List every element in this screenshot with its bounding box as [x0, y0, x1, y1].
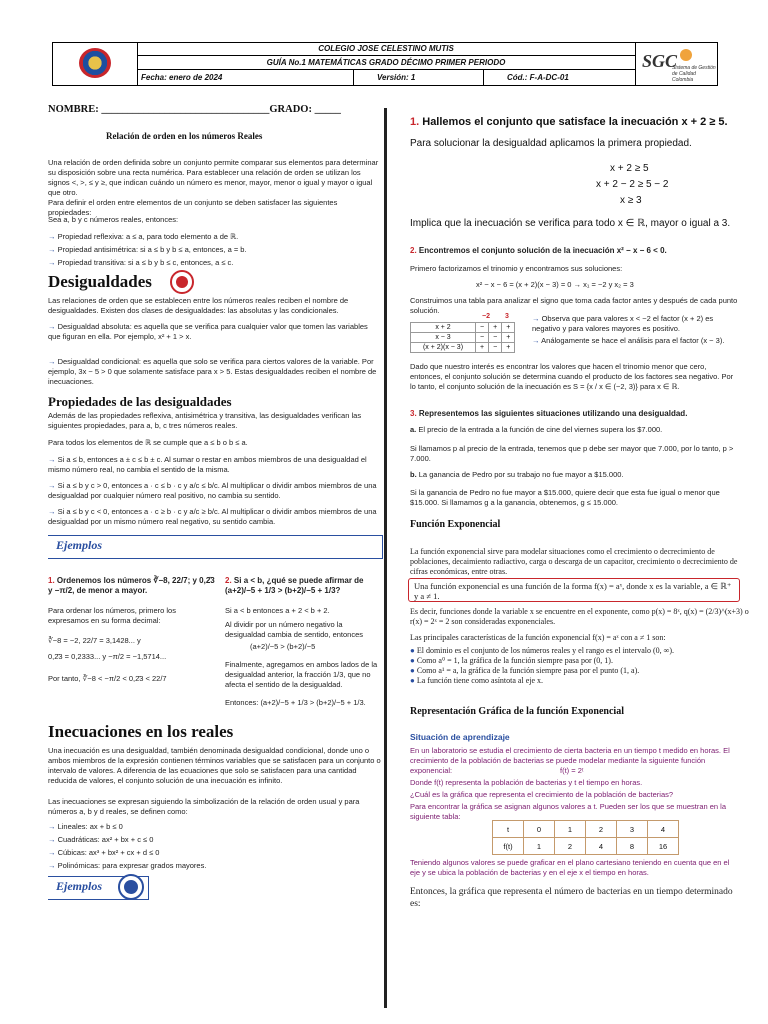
table-cell: +	[502, 333, 515, 343]
table-cell: 4	[586, 838, 617, 855]
table-row	[411, 333, 515, 343]
example-2-body-2: Al dividir por un número negativo la desigualdad cambia de sentido, entonces	[225, 620, 364, 639]
example-2-title	[225, 576, 383, 596]
table-cell: −	[489, 333, 502, 343]
q2-observation-2-text: Análogamente se hace el análisis para el factor (x − 3).	[541, 336, 725, 345]
q2-paragraph-3: Construimos una tabla para analizar el signo que toma cada factor antes y después de cada punto solución.	[410, 296, 738, 315]
q1-title	[410, 116, 750, 128]
sit-paragraph-2: Donde f(t) representa la población de bacterias y t el tiempo en horas.	[410, 778, 643, 787]
magnifier-icon	[118, 874, 144, 900]
q3-title	[410, 409, 750, 419]
fexp-char-1: El dominio es el conjunto de los números reales y el rango es el intervalo (0, ∞).	[416, 646, 675, 655]
table-cell: −	[476, 323, 489, 333]
book-icon	[170, 270, 194, 294]
inec-quadratic: Cuadráticas: ax² + bx + c ≤ 0	[57, 835, 154, 844]
example-1-title	[48, 576, 218, 596]
table-row	[493, 821, 679, 838]
table-cell: f(t)	[493, 838, 524, 855]
ejemplos-banner	[48, 535, 383, 559]
inec-cubic: Cúbicas: ax³ + bx² + cx + d ≤ 0	[57, 848, 160, 857]
order-paragraph-3: Sea a, b y c números reales, entonces:	[48, 215, 179, 224]
desig-absolute-text: Desigualdad absoluta: es aquella que se verifica para cualquier valor que tomen las variables que figuran en ella. Por ejemplo, x² + 1 > x.	[48, 322, 368, 341]
q2-paragraph-2: x² − x − 6 = (x + 2)(x − 3) = 0 → x₁ = −2 y x₂ = 3	[476, 280, 634, 289]
inecuaciones-title: Inecuaciones en los reales	[48, 722, 234, 741]
column-divider	[384, 108, 387, 1008]
student-name-line: NOMBRE: ________________________________GRADO: _____	[48, 104, 341, 115]
table-cell: 4	[648, 821, 679, 838]
header-date: Fecha: enero de 2024	[141, 73, 223, 82]
arrow-right-icon: →	[48, 507, 56, 516]
q1-eq-2: x + 2 − 2 ≥ 5 − 2	[596, 179, 669, 190]
inec-paragraph-2: Las inecuaciones se expresan siguiendo la simbolización de la relación de orden usual y para números a, b y d reales, se definen como:	[48, 797, 360, 816]
q2-number: 2.	[410, 246, 417, 255]
props-paragraph-1: Además de las propiedades reflexiva, antisimétrica y transitiva, las desigualdades verifican las siguientes propiedades, para a, b, c tres números reales.	[48, 411, 362, 430]
q3b-title	[410, 470, 750, 480]
property-transitive: Propiedad transitiva: si a ≤ b y b ≤ c, entonces, a ≤ c.	[57, 258, 234, 267]
q2-observation-2	[532, 336, 738, 346]
header-version: Versión: 1	[377, 73, 416, 82]
header-meta	[137, 70, 635, 85]
table-cell: 2	[586, 821, 617, 838]
sit-paragraph-4: Teniendo algunos valores se puede graficar en el plano cartesiano teniendo en cuenta que en el eje y se ubica la población de bacterias y en el eje x el tiempo en horas.	[410, 858, 730, 877]
document-header	[52, 42, 718, 86]
q3a-label: a.	[410, 425, 417, 434]
table-cell: x − 3	[411, 333, 476, 343]
q2-title-text: Encontremos el conjunto solución de la inecuación x² − x − 6 < 0.	[418, 246, 667, 255]
arrow-right-icon: →	[48, 481, 56, 490]
arrow-right-icon: →	[48, 822, 56, 831]
fexp-definition: Una función exponencial es una función de la forma f(x) = aˣ, donde x es la variable, a ∈ ℝ⁺ y a ≠ 1.	[414, 581, 732, 601]
table-cell: 16	[648, 838, 679, 855]
school-name: COLEGIO JOSE CELESTINO MUTIS	[137, 43, 635, 56]
q1-eq-1: x + 2 ≥ 5	[610, 163, 649, 174]
desig-prop-sum: Si a ≤ b, entonces a ± c ≤ b ± c. Al sumar o restar en ambos miembros de una desigualdad el mismo número real, no cambia el sentido de la misma.	[48, 455, 367, 474]
example-2-number: 2.	[225, 576, 232, 585]
rep-title: Representación Gráfica de la función Exponencial	[410, 706, 624, 717]
property-antisymmetric: Propiedad antisimétrica: si a ≤ b y b ≤ a, entonces, a = b.	[57, 245, 247, 254]
table-cell: −	[489, 343, 502, 353]
q3a-title-text: El precio de la entrada a la función de cine del viernes supera los $7.000.	[418, 425, 663, 434]
school-logo	[53, 43, 138, 85]
arrow-right-icon: →	[48, 861, 56, 870]
sit-paragraph-1: En un laboratorio se estudia el crecimiento de cierta bacteria en un tiempo t medido en horas. El crecimiento de la población de bacterias se puede modelar mediante la siguiente función exponencial:	[410, 746, 730, 775]
arrow-right-icon: →	[48, 245, 56, 254]
desig-paragraph-1: Las relaciones de orden que se establecen entre los números reales reciben el nombre de desigualdades. Existen dos clases de desigualdades: las absolutas y las condicionales.	[48, 296, 349, 315]
example-1-body-4: Por tanto, ∛−8 < −π/2 < 0,2̄3 < 22/7	[48, 674, 167, 683]
q2-paragraph-4: Dado que nuestro interés es encontrar los valores que hacen el trinomio menor que cero, entonces, el conjunto solución se determina cuando el producto de los factores sea negativo. Por lo tanto, el conjunto solución de la inecuación es S = {x / x ∈ (−2, 3)} para x ∈ ℝ.	[410, 362, 734, 391]
table-cell: 2	[555, 838, 586, 855]
arrow-right-icon: →	[48, 232, 56, 241]
arrow-right-icon: →	[48, 357, 56, 366]
ejemplos-label: Ejemplos	[56, 538, 103, 552]
inec-polynomial: Polinómicas: para expresar grados mayores.	[57, 861, 207, 870]
desig-props-list	[48, 455, 382, 527]
fexp-paragraph-3: Las principales características de la función exponencial f(x) = aˣ con a ≠ 1 son:	[410, 633, 666, 642]
q3-title-text: Representemos las siguientes situaciones utilizando una desigualdad.	[418, 409, 688, 418]
inec-paragraph-1: Una inecuación es una desigualdad, también denominada desigualdad condicional, donde uno o ambos miembros de la expresión contienen términos variables que se satisfacen para un conjunto o intervalo de valores. A diferencia de las ecuaciones que solo se satisfacen para una cantidad reducida de valores, el conjunto solución de una inecuación es infinito.	[48, 746, 381, 785]
sgc-subtitle: Sistema de Gestión de Calidad Colombia	[672, 65, 716, 83]
example-1-title-text: Ordenemos los números ∛−8, 22/7; y 0,2̄3 y −π/2, de menor a mayor.	[48, 576, 215, 595]
sit-paragraph-3: Para encontrar la gráfica se asignan algunos valores a t. Pueden ser los que se muestran en la siguiente tabla:	[410, 802, 727, 821]
final-paragraph: Entonces, la gráfica que representa el número de bacterias en un tiempo determinado es:	[410, 887, 733, 909]
desig-conditional-text: Desigualdad condicional: es aquella que solo se verifica para ciertos valores de la variable. Por ejemplo, 3x − 5 > 0 que solamente satisface para x > 5. Estas desigualdades reciben el nombre de inecuaciones.	[48, 357, 377, 386]
guide-title: GUÍA No.1 MATEMÁTICAS GRADO DÉCIMO PRIMER PERIODO	[137, 56, 635, 70]
arrow-right-icon: →	[48, 848, 56, 857]
table-cell: 0	[524, 821, 555, 838]
q1-title-text: Hallemos el conjunto que satisface la inecuación x + 2 ≥ 5.	[422, 116, 728, 128]
arrow-right-icon: →	[532, 314, 540, 323]
sit-formula: f(t) = 2ᵗ	[560, 766, 584, 775]
fexp-char-3: Como a¹ = a, la gráfica de la función siempre pasa por el punto (1, a).	[416, 666, 640, 675]
q3-number: 3.	[410, 409, 417, 418]
q1-paragraph-2: Implica que la inecuación se verifica para todo x ∈ ℝ, mayor o igual a 3.	[410, 218, 731, 229]
bacteria-table	[492, 820, 679, 855]
q1-number: 1.	[410, 116, 420, 128]
order-properties-list	[48, 232, 382, 268]
arrow-right-icon: →	[532, 336, 540, 345]
desig-absolute-item	[48, 322, 382, 342]
table-cell: +	[476, 343, 489, 353]
table-row	[493, 838, 679, 855]
ejemplos-label-2: Ejemplos	[56, 879, 103, 893]
q3b-title-text: La ganancia de Pedro por su trabajo no fue mayor a $15.000.	[418, 470, 624, 479]
order-paragraph-2: Para definir el orden entre elementos de un conjunto se deben satisfacer las siguientes propiedades:	[48, 198, 338, 217]
table-cell: x + 2	[411, 323, 476, 333]
table-row	[411, 343, 515, 353]
fexp-char-4: La función tiene como asíntota al eje x.	[416, 676, 544, 685]
sgc-logo	[635, 43, 718, 85]
arrow-right-icon: →	[48, 455, 56, 464]
school-seal-icon	[79, 48, 111, 78]
arrow-right-icon: →	[48, 258, 56, 267]
inec-types-list	[48, 822, 382, 871]
table-cell: (x + 2)(x − 3)	[411, 343, 476, 353]
table-cell: +	[502, 343, 515, 353]
props-paragraph-2: Para todos los elementos de ℝ se cumple que a ≤ b o b ≤ a.	[48, 438, 248, 447]
example-2-title-text: Si a < b, ¿qué se puede afirmar de (a+2)/−5 + 1/3 > (b+2)/−5 + 1/3?	[225, 576, 364, 595]
sit-title: Situación de aprendizaje	[410, 732, 510, 742]
sgc-mark: SGC	[642, 51, 678, 71]
sign-head-2: 3	[505, 313, 509, 320]
table-cell: t	[493, 821, 524, 838]
example-2-body-1: Si a < b entonces a + 2 < b + 2.	[225, 606, 330, 615]
fexp-paragraph-1: La función exponencial sirve para modelar situaciones como el crecimiento o decrecimiento de poblaciones, decaimiento radiactivo, carga o descarga de un capacitor, crecimiento o decrecimiento de cifras económicas, entre otras.	[410, 547, 738, 576]
q2-observation-1	[532, 314, 738, 334]
table-row	[411, 323, 515, 333]
table-cell: +	[502, 323, 515, 333]
desig-prop-positive: Si a ≤ b y c > 0, entonces a · c ≤ b · c y a/c ≤ b/c. Al multiplicar o dividir ambos miembros de una desigualdad por cualquier número real positivo, no cambia su sentido.	[48, 481, 377, 500]
arrow-right-icon: →	[48, 835, 56, 844]
q1-eq-3: x ≥ 3	[620, 195, 642, 206]
example-2-body-3: (a+2)/−5 > (b+2)/−5	[250, 642, 316, 651]
fexp-char-2: Como a⁰ = 1, la gráfica de la función siempre pasa por (0, 1).	[416, 656, 613, 665]
q3b-body: Si la ganancia de Pedro no fue mayor a $15.000, quiere decir que esta fue igual o menor que $15.000. Si llamamos g a la ganancia, obtenemos, g ≤ 15.000.	[410, 488, 720, 507]
example-1-body-3: 0,2̄3 = 0,2333... y −π/2 = −1,5714...	[48, 652, 167, 661]
props-title: Propiedades de las desigualdades	[48, 394, 232, 409]
q2-paragraph-1: Primero factorizamos el trinomio y encontramos sus soluciones:	[410, 264, 623, 273]
q2-observation-1-text: Observa que para valores x < −2 el factor (x + 2) es negativo y para valores mayores es positivo.	[532, 314, 714, 333]
table-cell: 8	[617, 838, 648, 855]
table-cell: −	[476, 333, 489, 343]
desig-prop-negative: Si a ≤ b y c < 0, entonces a · c ≥ b · c y a/c ≥ b/c. Al multiplicar o dividir ambos miembros de una desigualdad por un mismo número real negativo, su sentido cambia.	[48, 507, 377, 526]
fexp-characteristics-list: ● El dominio es el conjunto de los números reales y el rango es el intervalo (0, ∞). ● Como a⁰ = 1, la gráfica de la función siempre pasa por (0, 1). ● Como a¹ = a, la gráfica de la función siempre pasa por el punto (1, a). ● La función tiene como asíntota al eje x.	[410, 646, 675, 685]
q1-paragraph-1: Para solucionar la desigualdad aplicamos la primera propiedad.	[410, 138, 692, 149]
example-2-body-4: Finalmente, agregamos en ambos lados de la desigualdad anterior, la fracción 1/3, que no afecta el sentido de la desigualdad.	[225, 660, 378, 689]
fexp-title: Función Exponencial	[410, 519, 501, 530]
header-code: Cód.: F-A-DC-01	[507, 73, 569, 82]
sign-head-1: −2	[482, 313, 490, 320]
order-title: Relación de orden en los números Reales	[106, 131, 263, 141]
example-1-body-1: Para ordenar los números, primero los expresamos en su forma decimal:	[48, 606, 176, 625]
property-reflexive: Propiedad reflexiva: a ≤ a, para todo elemento a de ℝ.	[57, 232, 239, 241]
fexp-paragraph-2: Es decir, funciones donde la variable x se encuentre en el exponente, como p(x) = 8ˣ, q(x) = (2/3)^(x+3) o r(x) = 2ˣ = 2 son consideradas exponenciales.	[410, 607, 749, 626]
desig-conditional-item	[48, 357, 382, 387]
order-paragraph-1: Una relación de orden definida sobre un conjunto permite comparar sus elementos para determinar su disposición sobre una recta numérica. Para establecer una relación de orden se utilizan los signos <, >, ≤ y ≥, que indican cuándo un número es menor, mayor, menor o igual y mayor o igual que otro.	[48, 158, 379, 197]
inec-linear: Lineales: ax + b ≤ 0	[57, 822, 123, 831]
table-cell: 1	[524, 838, 555, 855]
table-cell: 1	[555, 821, 586, 838]
table-cell: 3	[617, 821, 648, 838]
desigualdades-title: Desigualdades	[48, 272, 152, 291]
q3b-label: b.	[410, 470, 417, 479]
table-cell: +	[489, 323, 502, 333]
q2-title	[410, 246, 750, 256]
example-1-number: 1.	[48, 576, 55, 585]
example-2-body-5: Entonces: (a+2)/−5 + 1/3 > (b+2)/−5 + 1/3.	[225, 698, 366, 707]
q3a-title	[410, 425, 750, 435]
sign-table	[410, 322, 515, 353]
sit-question: ¿Cuál es la gráfica que representa el crecimiento de la población de bacterias?	[410, 790, 674, 799]
sgc-sun-icon	[680, 49, 692, 61]
q3a-body: Si llamamos p al precio de la entrada, tenemos que p debe ser mayor que 7.000, por lo tanto, p > 7.000.	[410, 444, 734, 463]
arrow-right-icon: →	[48, 322, 56, 331]
example-1-body-2: ∛−8 = −2, 22/7 = 3,1428... y	[48, 636, 141, 645]
